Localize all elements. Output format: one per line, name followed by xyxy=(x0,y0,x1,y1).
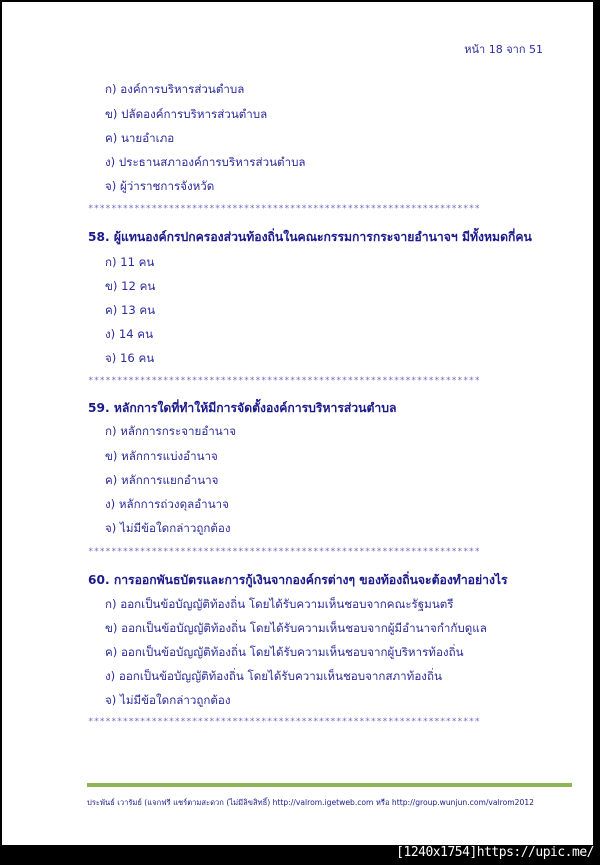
option: ง) ประธานสภาองค์การบริหารส่วนตำบล xyxy=(105,155,306,169)
question-title: 59. หลักการใดที่ทำให้มีการจัดตั้งองค์การบริหารส่วนตำบล xyxy=(88,401,397,415)
option: ก) หลักการกระจายอำนาจ xyxy=(105,424,237,438)
option: ค) 13 คน xyxy=(105,303,156,317)
option: ข) 12 คน xyxy=(105,279,156,293)
option: จ) ผู้ว่าราชการจังหวัด xyxy=(105,179,215,193)
option: จ) ไม่มีข้อใดกล่าวถูกต้อง xyxy=(105,521,231,535)
option: ง) หลักการถ่วงดุลอำนาจ xyxy=(105,497,229,511)
separator: ******************************************************************** xyxy=(88,547,481,557)
option: ค) ออกเป็นข้อบัญญัติท้องถิ่น โดยได้รับความเห็นชอบจากผู้บริหารท้องถิ่น xyxy=(105,645,464,659)
separator: ******************************************************************** xyxy=(88,376,481,386)
option: ก) 11 คน xyxy=(105,255,155,269)
page-indicator: หน้า 18 จาก 51 xyxy=(464,43,543,56)
question-title: 58. ผู้แทนองค์กรปกครองส่วนท้องถิ่นในคณะกรรมการกระจายอำนาจฯ มีทั้งหมดกี่คน xyxy=(88,230,532,244)
option: ง) 14 คน xyxy=(105,327,153,341)
option: ค) นายอำเภอ xyxy=(105,131,175,145)
separator: ******************************************************************** xyxy=(88,717,481,727)
option: ข) ออกเป็นข้อบัญญัติท้องถิ่น โดยได้รับความเห็นชอบจากผู้มีอำนาจกำกับดูแล xyxy=(105,621,487,635)
option: ก) ออกเป็นข้อบัญญัติท้องถิ่น โดยได้รับความเห็นชอบจากคณะรัฐมนตรี xyxy=(105,597,454,611)
option: จ) 16 คน xyxy=(105,351,155,365)
image-caption: [1240x1754]https://upic.me/ xyxy=(396,845,594,860)
footer-rule xyxy=(87,783,572,787)
document-page xyxy=(2,2,593,845)
question-title: 60. การออกพันธบัตรและการกู้เงินจากองค์กรต่างๆ ของท้องถิ่นจะต้องทำอย่างไร xyxy=(88,573,508,587)
separator: ******************************************************************** xyxy=(88,204,481,214)
option: ข) หลักการแบ่งอำนาจ xyxy=(105,449,218,463)
option: จ) ไม่มีข้อใดกล่าวถูกต้อง xyxy=(105,693,231,707)
option: ข) ปลัดองค์การบริหารส่วนตำบล xyxy=(105,107,268,121)
option: ก) องค์การบริหารส่วนตำบล xyxy=(105,82,245,96)
option: ค) หลักการแยกอำนาจ xyxy=(105,473,219,487)
footer-text: ประพันธ์ เวารัมย์ (แจกฟรี แชร์ตามสะดวก (ไม่มีลิขสิทธิ์) http://valrom.igetweb.com หรือ http://group.wunjun.com/valrom2012 xyxy=(87,798,534,807)
option: ง) ออกเป็นข้อบัญญัติท้องถิ่น โดยได้รับความเห็นชอบจากสภาท้องถิ่น xyxy=(105,669,442,683)
